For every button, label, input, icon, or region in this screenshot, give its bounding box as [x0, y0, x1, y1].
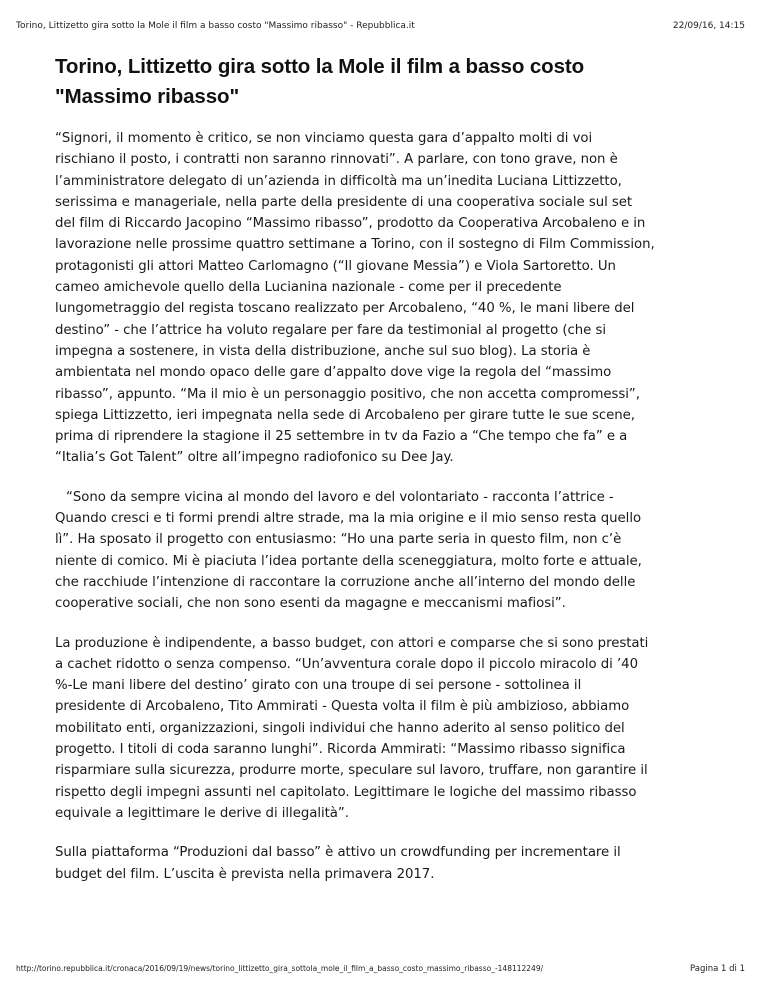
- page-number: Pagina 1 di 1: [690, 964, 745, 974]
- article-paragraph-2: “Sono da sempre vicina al mondo del lavoro e del volontariato - racconta l’attrice - Quando cresci e ti formi prendi altre strade, ma la mia origine e il mio senso resta quello lì”. Ha sposato il progetto con entusiasmo: “Ho una parte seria in questo film, non c’è niente di comico. Mi è piaciuta l’idea portante della sceneggiatura, molto forte e attuale, che racchiude l’intenzione di raccontare la corruzione anche all’interno del mondo delle cooperative sociali, che non sono esenti da magagne e meccanismi mafiosi”.: [55, 489, 642, 612]
- article-headline: Torino, Littizetto gira sotto la Mole il film a basso costo "Massimo ribasso": [55, 55, 585, 108]
- print-footer: [0, 950, 768, 980]
- article-paragraph-4: Sulla piattaforma “Produzioni dal basso” è attivo un crowdfunding per incrementare il budget del film. L’uscita è prevista nella primavera 2017.: [55, 845, 621, 882]
- print-datetime: 22/09/16, 14:15: [672, 21, 745, 31]
- page-url: http://torino.repubblica.it/cronaca/2016/09/19/news/torino_littizetto_gira_sottola_mole_il_film_a_basso_costo_massimo_ribasso_-148112249/: [16, 964, 544, 973]
- article-paragraph-1: “Signori, il momento è critico, se non vinciamo questa gara d’appalto molti di voi rischiano il posto, i contratti non saranno rinnovati”. A parlare, con tono grave, non è l’amministratore delegato di un’azienda in difficoltà ma un’inedita Luciana Littizzetto, serissima e manageriale, nella parte della presidente di una cooperativa sociale sul set del film di Riccardo Jacopino “Massimo ribasso”, prodotto da Cooperativa Arcobaleno e in lavorazione nelle prossime quattro settimane a Torino, con il sostegno di Film Commission, protagonisti gli attori Matteo Carlomagno (“Il giovane Messia”) e Viola Sartoretto. Un cameo amichevole quello della Lucianina nazionale - come per il precedente lungometraggio del regista toscano realizzato per Arcobaleno, “40 %, le mani libere del destino” - che l’attrice ha voluto regalare per fare da testimonial al progetto (che si impegna a sostenere, in vista della distribuzione, anche sul suo blog). La storia è ambientata nel mondo opaco delle gare d’appalto dove vige la regola del “massimo ribasso”, appunto. “Ma il mio è un personaggio positivo, che non accetta compromessi”, spiega Littizzetto, ieri impegnata nella sede di Arcobaleno per girare tutte le sue scene, prima di riprendere la stagione il 25 settembre in tv da Fazio a “Che tempo che fa” e a “Italia’s Got Talent” oltre all’impegno radiofonico su Dee Jay.: [55, 131, 655, 466]
- page-title: Torino, Littizetto gira sotto la Mole il film a basso costo "Massimo ribasso" - Repubblica.it: [16, 21, 415, 31]
- article-paragraph-3: La produzione è indipendente, a basso budget, con attori e comparse che si sono prestati a cachet ridotto o senza compenso. “Un’avventura corale dopo il piccolo miracolo di ’40 %-Le mani libere del destino’ girato con una troupe di sei persone - sottolinea il presidente di Arcobaleno, Tito Ammirati - Questa volta il film è più ambizioso, abbiamo mobilitato enti, organizzazioni, singoli individui che hanno aderito al senso politico del progetto. I titoli di coda saranno lunghi”. Ricorda Ammirati: “Massimo ribasso significa risparmiare sulla sicurezza, produrre morte, speculare sul lavoro, truffare, non garantire il rispetto degli impegni assunti nel capitolato. Legittimare le logiche del massimo ribasso equivale a legittimare le derive di illegalità”.: [55, 635, 649, 821]
- print-header: [0, 0, 768, 36]
- article: [55, 52, 655, 903]
